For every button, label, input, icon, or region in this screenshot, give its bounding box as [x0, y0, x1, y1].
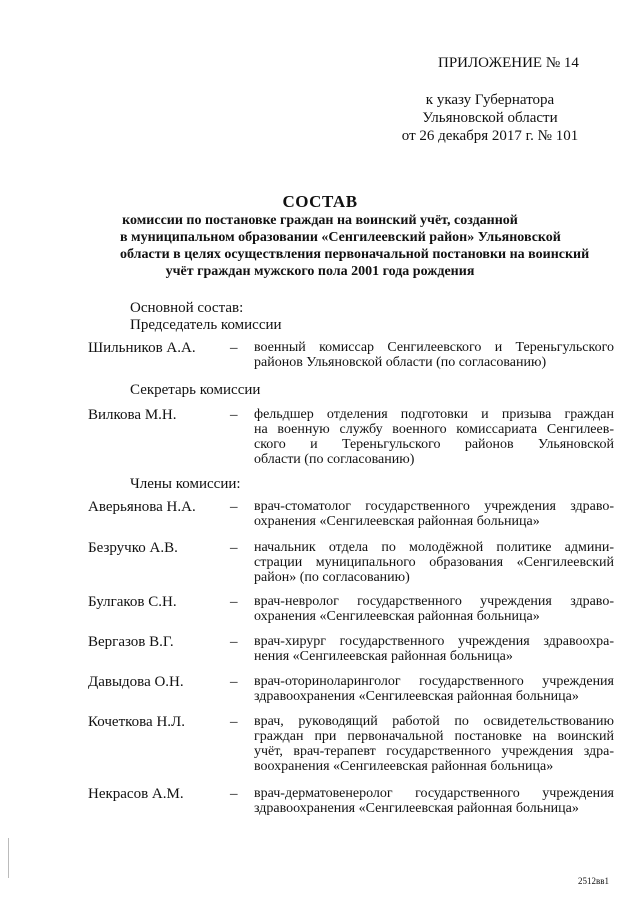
position-line: здравоохранения «Сенгилеевская районная больница» — [254, 801, 579, 816]
dash-separator: – — [230, 634, 238, 650]
member-name: Булгаков С.Н. — [88, 594, 177, 610]
subtitle-line: области в целях осуществления первоначальной постановки на воинский — [120, 247, 590, 262]
dash-separator: – — [230, 540, 238, 556]
dash-separator: – — [230, 714, 238, 730]
position-line: военный комиссар Сенгилеевского и Тереньгульского — [254, 340, 614, 355]
document-title: СОСТАВ — [282, 192, 358, 211]
member-position — [254, 674, 614, 704]
member-position — [254, 594, 614, 624]
section-chairman-label: Председатель комиссии — [130, 317, 282, 333]
position-line: на военную службу военного комиссариата Сенгилеев- — [254, 422, 614, 437]
member-name: Аверьянова Н.А. — [88, 499, 196, 515]
member-name: Безручко А.В. — [88, 540, 178, 556]
position-line: врач-хирург государственного учреждения здравоохра- — [254, 634, 614, 649]
member-position — [254, 634, 614, 664]
member-position — [254, 340, 614, 370]
member-position — [254, 499, 614, 529]
member-name: Вергазов В.Г. — [88, 634, 174, 650]
member-name: Давыдова О.Н. — [88, 674, 184, 690]
position-line: врач-стоматолог государственного учреждения здраво- — [254, 499, 614, 514]
member-name: Кочеткова Н.Л. — [88, 714, 185, 730]
dash-separator: – — [230, 499, 238, 515]
appendix-number: ПРИЛОЖЕНИЕ № 14 — [438, 55, 579, 71]
section-secretary-label: Секретарь комиссии — [130, 382, 261, 398]
scan-margin-mark — [8, 838, 9, 878]
member-name: Вилкова М.Н. — [88, 407, 177, 423]
subtitle-line: в муниципальном образовании «Сенгилеевский район» Ульяновской — [120, 230, 561, 245]
page-code: 2512вв1 — [578, 876, 609, 886]
position-line: ского и Тереньгульского районов Ульяновской — [254, 437, 614, 452]
member-position — [254, 540, 614, 585]
position-line: район» (по согласованию) — [254, 570, 410, 585]
dash-separator: – — [230, 786, 238, 802]
subtitle-line: учёт граждан мужского пола 2001 года рождения — [165, 264, 475, 279]
section-members-label: Члены комиссии: — [130, 476, 241, 492]
subtitle-line: комиссии по постановке граждан на воинский учёт, созданной — [122, 213, 518, 228]
decree-line: к указу Губернатора — [425, 92, 555, 108]
member-position — [254, 407, 614, 467]
position-line: врач, руководящий работой по освидетельствованию — [254, 714, 614, 729]
decree-line: от 26 декабря 2017 г. № 101 — [401, 128, 579, 144]
position-line: районов Ульяновской области (по согласованию) — [254, 355, 547, 370]
position-line: нения «Сенгилеевская районная больница» — [254, 649, 513, 664]
member-name: Шильников А.А. — [88, 340, 196, 356]
dash-separator: – — [230, 674, 238, 690]
document-subtitle — [120, 212, 590, 280]
decree-line: Ульяновской области — [422, 110, 558, 126]
member-position — [254, 714, 614, 774]
position-line: врач-дерматовенеролог государственного учреждения — [254, 786, 614, 801]
member-name: Некрасов А.М. — [88, 786, 184, 802]
position-line: здравоохранения «Сенгилеевская районная больница» — [254, 689, 579, 704]
position-line: учёт, врач-терапевт государственного учреждения здра- — [254, 744, 614, 759]
decree-reference — [380, 91, 600, 145]
section-main-composition: Основной состав: — [130, 300, 244, 316]
position-line: охранения «Сенгилеевская районная больница» — [254, 514, 540, 529]
position-line: врач-невролог государственного учреждения здраво- — [254, 594, 614, 609]
dash-separator: – — [230, 340, 238, 356]
position-line: начальник отдела по молодёжной политике админи- — [254, 540, 614, 555]
position-line: врач-оториноларинголог государственного учреждения — [254, 674, 614, 689]
position-line: граждан при первоначальной постановке на воинский — [254, 729, 614, 744]
position-line: страции муниципального образования «Сенгилеевский — [254, 555, 614, 570]
dash-separator: – — [230, 594, 238, 610]
position-line: охранения «Сенгилеевская районная больница» — [254, 609, 540, 624]
member-position — [254, 786, 614, 816]
position-line: области (по согласованию) — [254, 452, 415, 467]
position-line: фельдшер отделения подготовки и призыва граждан — [254, 407, 614, 422]
dash-separator: – — [230, 407, 238, 423]
position-line: воохранения «Сенгилеевская районная больница» — [254, 759, 554, 774]
